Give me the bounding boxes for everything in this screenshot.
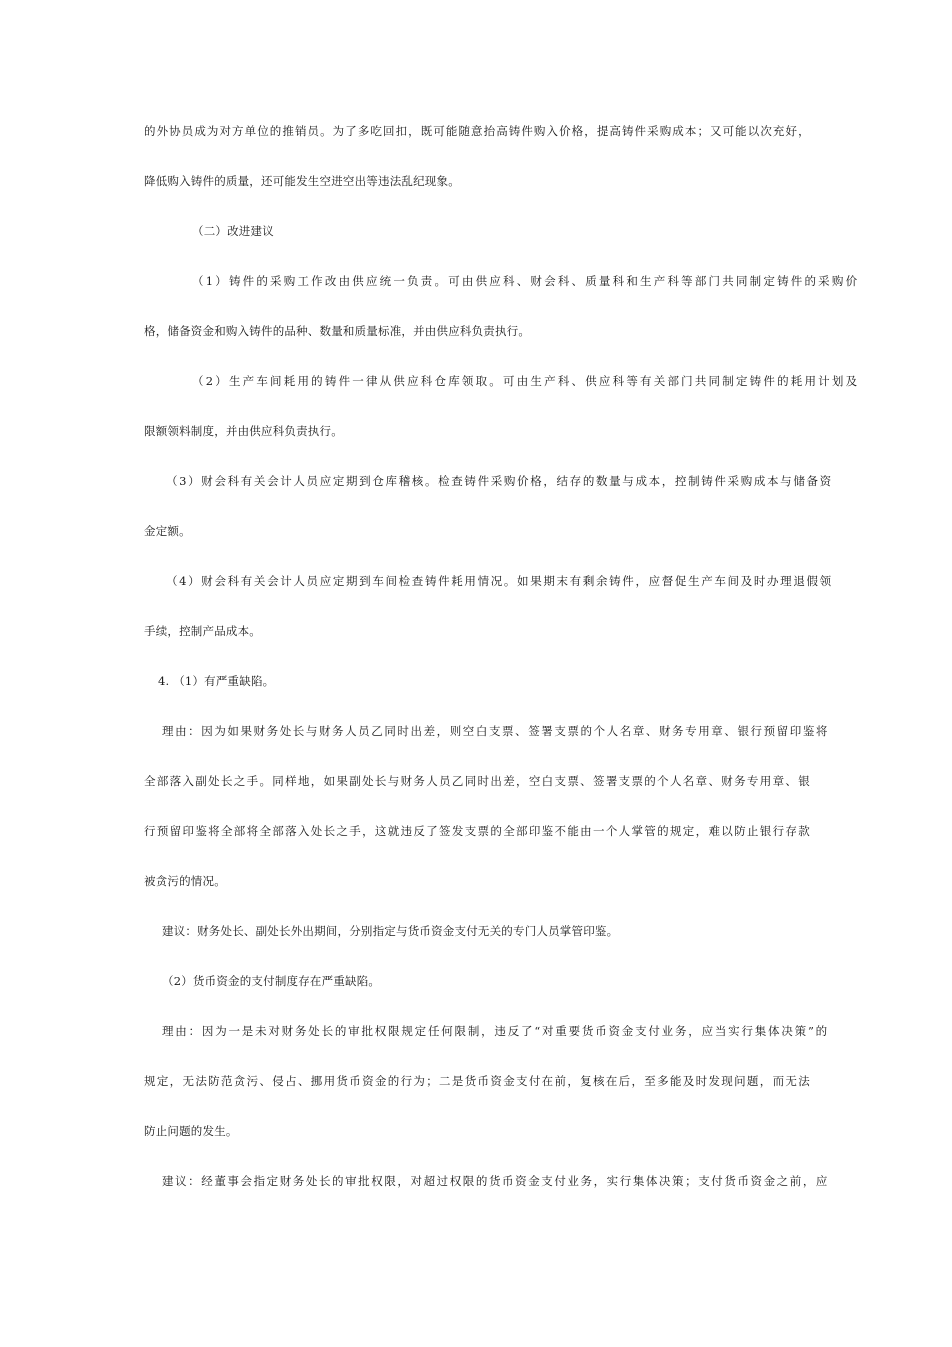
paragraph-line: （ 4 ） 财 会 科 有 关 会 计 人 员 应 定 期 到 车 间 检 查 铸 件 耗 用 情 况 。 如 果 期 末 有 剩 余 铸 件 ， 应 督 促 生 产 车 间 及 时 办 理 退 假 领 <box>166 574 832 588</box>
paragraph-line: 手续，控制产品成本。 <box>144 624 261 638</box>
paragraph-line: 金定额。 <box>144 524 191 538</box>
paragraph-line: 降低购入铸件的质量，还可能发生空进空出等违法乱纪现象。 <box>144 174 460 188</box>
section-heading: （二）改进建议 <box>192 224 274 238</box>
paragraph-line: 理 由 ： 因 为 如 果 财 务 处 长 与 财 务 人 员 乙 同 时 出 差 ， 则 空 白 支 票 、 签 署 支 票 的 个 人 名 章 、 财 务 专 用 章 、 银 行 预 留 印 鉴 将 <box>162 724 828 738</box>
paragraph-line: 的 外 协 员 成 为 对 方 单 位 的 推 销 员 。 为 了 多 吃 回 扣 ， 既 可 能 随 意 抬 高 铸 件 购 入 价 格 ， 提 高 铸 件 采 购 成 本 ； 又 可 能 以 次 充 好 ， <box>144 124 810 138</box>
paragraph-line: 全 部 落 入 副 处 长 之 手 。 同 样 地 ， 如 果 副 处 长 与 财 务 人 员 乙 同 时 出 差 ， 空 白 支 票 、 签 署 支 票 的 个 人 名 章 、 财 务 专 用 章 、 银 <box>144 774 810 788</box>
paragraph-line: 行 预 留 印 鉴 将 全 部 将 全 部 落 入 处 长 之 手 ， 这 就 违 反 了 签 发 支 票 的 全 部 印 鉴 不 能 由 一 个 人 掌 管 的 规 定 ， 难 以 防 止 银 行 存 款 <box>144 824 810 838</box>
document-body <box>144 120 858 1220</box>
paragraph-line: 被贪污的情况。 <box>144 874 226 888</box>
paragraph-line: 防止问题的发生。 <box>144 1124 238 1138</box>
section-heading: （2）货币资金的支付制度存在严重缺陷。 <box>162 974 381 988</box>
paragraph-line: 限额领料制度，并由供应科负责执行。 <box>144 424 343 438</box>
paragraph-line: （ 1 ） 铸 件 的 采 购 工 作 改 由 供 应 统 一 负 责 。 可 由 供 应 科 、 财 会 科 、 质 量 科 和 生 产 科 等 部 门 共 同 制 定 铸 件 的 采 购 价 <box>192 274 858 288</box>
paragraph-line: 格，储备资金和购入铸件的品种、数量和质量标准，并由供应科负责执行。 <box>144 324 531 338</box>
paragraph-line: 规 定 ， 无 法 防 范 贪 污 、 侵 占 、 挪 用 货 币 资 金 的 行 为 ； 二 是 货 币 资 金 支 付 在 前 ， 复 核 在 后 ， 至 多 能 及 时 发 现 问 题 ， 而 无 法 <box>144 1074 810 1088</box>
paragraph-line: 理 由 ： 因 为 一 是 未 对 财 务 处 长 的 审 批 权 限 规 定 任 何 限 制 ， 违 反 了 “ 对 重 要 货 币 资 金 支 付 业 务 ， 应 当 实 行 集 体 决 策 ” 的 <box>162 1024 828 1038</box>
paragraph-line: （ 2 ） 生 产 车 间 耗 用 的 铸 件 一 律 从 供 应 科 仓 库 领 取 。 可 由 生 产 科 、 供 应 科 等 有 关 部 门 共 同 制 定 铸 件 的 耗 用 计 划 及 <box>192 374 858 388</box>
paragraph-line: 建 议 ： 经 董 事 会 指 定 财 务 处 长 的 审 批 权 限 ， 对 超 过 权 限 的 货 币 资 金 支 付 业 务 ， 实 行 集 体 决 策 ； 支 付 货 币 资 金 之 前 ， 应 <box>162 1174 828 1188</box>
paragraph-line: （ 3 ） 财 会 科 有 关 会 计 人 员 应 定 期 到 仓 库 稽 核 。 检 查 铸 件 采 购 价 格 ， 结 存 的 数 量 与 成 本 ， 控 制 铸 件 采 购 成 本 与 储 备 资 <box>166 474 832 488</box>
paragraph-line: 建议：财务处长、副处长外出期间，分别指定与货币资金支付无关的专门人员掌管印鉴。 <box>162 924 619 938</box>
section-heading: 4. （1）有严重缺陷。 <box>158 674 275 688</box>
